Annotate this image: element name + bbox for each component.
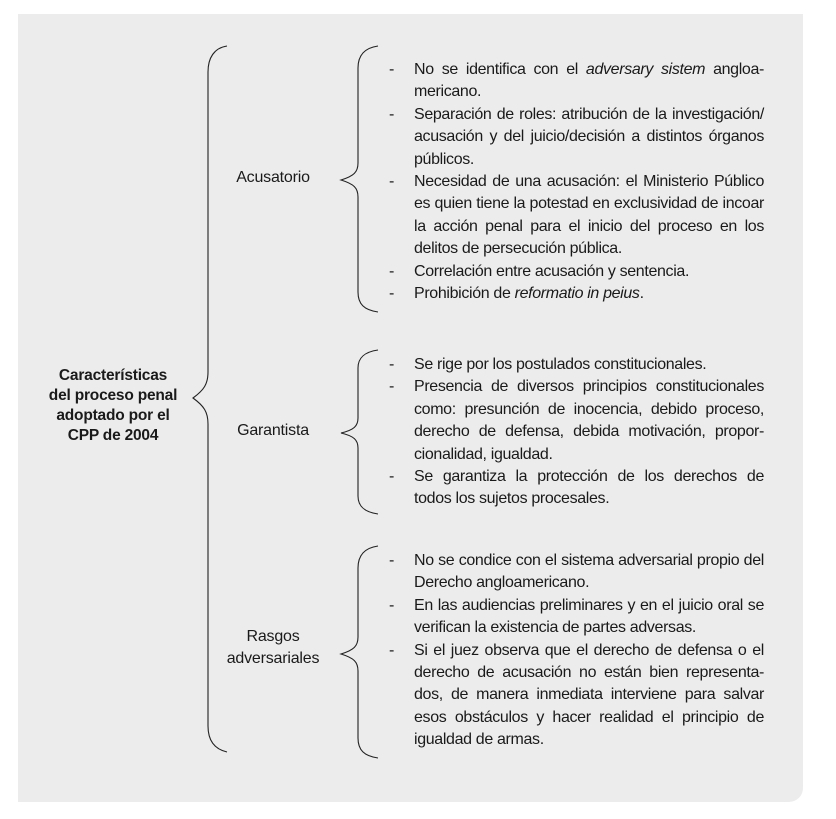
list-item: [386, 59, 764, 104]
list-item-text: Se garantiza la protección de los derechos de todos los sujetos procesales.: [414, 468, 764, 508]
list-item: [386, 550, 764, 595]
list-item-text: Si el juez observa que el derecho de defensa o el derecho de acusación no están bien representa-dos, de manera inmediata interviene para salvar esos obstáculos y hacer realidad el principio de igualdad de armas.: [414, 641, 764, 749]
list-item: [386, 283, 764, 305]
category-label-acusatorio: [213, 167, 333, 189]
list-item: [386, 376, 764, 466]
category-label-line: adversariales: [226, 650, 320, 667]
garantista-brace: [341, 350, 378, 514]
category-label-rasgos-adversariales: [213, 626, 333, 670]
root-label-line: adoptado por el: [56, 407, 170, 424]
list-item-text: Correlación entre acusación y sentencia.: [414, 262, 690, 280]
root-label-line: del proceso penal: [48, 387, 178, 404]
list-item-text: adversary sistem: [585, 61, 706, 78]
list-item-text: Se rige por los postulados constitucionales.: [414, 356, 707, 373]
category-label-line: Acusatorio: [236, 169, 310, 186]
list-item-text: angloa-mericano.: [414, 61, 765, 101]
list-item: [386, 466, 764, 511]
rasgos-brace: [341, 546, 378, 758]
list-item-text: No se identifica con el: [414, 61, 586, 78]
list-item: [386, 354, 764, 376]
rasgos-items: [386, 550, 764, 752]
list-item-text: Separación de roles: atribución de la investigación/ acusación y del juicio/decisión a distintos órganos públicos.: [414, 105, 764, 168]
list-item-text: .: [639, 285, 644, 303]
list-item-text: No se condice con el sistema adversarial propio del Derecho angloamericano.: [414, 552, 764, 592]
list-item: [386, 595, 764, 640]
acusatorio-items: [386, 59, 764, 305]
list-item-text: En las audiencias preliminares y en el juicio oral se verifican la existencia de partes adversas.: [414, 596, 764, 637]
list-item-text: Presencia de diversos principios constitucionales como: presunción de inocencia, debido proceso, derecho de defensa, debida motivación, propor-cionalidad, igualdad.: [414, 378, 764, 463]
category-label-line: Rasgos: [246, 628, 300, 645]
root-label: [38, 366, 188, 446]
list-item: [386, 640, 764, 752]
acusatorio-brace: [341, 46, 378, 312]
root-label-line: CPP de 2004: [67, 427, 159, 444]
list-item: [386, 171, 764, 261]
list-item: [386, 261, 764, 283]
list-item: [386, 104, 764, 171]
list-item-text: Necesidad de una acusación: el Ministerio Público es quien tiene la potestad en exclusividad de incoar la acción penal para el inicio del proceso en los delitos de persecución pública.: [414, 173, 764, 258]
category-label-garantista: [213, 420, 333, 442]
list-item-text: Prohibición de: [414, 285, 515, 303]
garantista-items: [386, 354, 764, 511]
root-label-line: Características: [58, 367, 168, 384]
list-item-text: reformatio in peius: [514, 285, 640, 303]
category-label-line: Garantista: [237, 422, 309, 439]
